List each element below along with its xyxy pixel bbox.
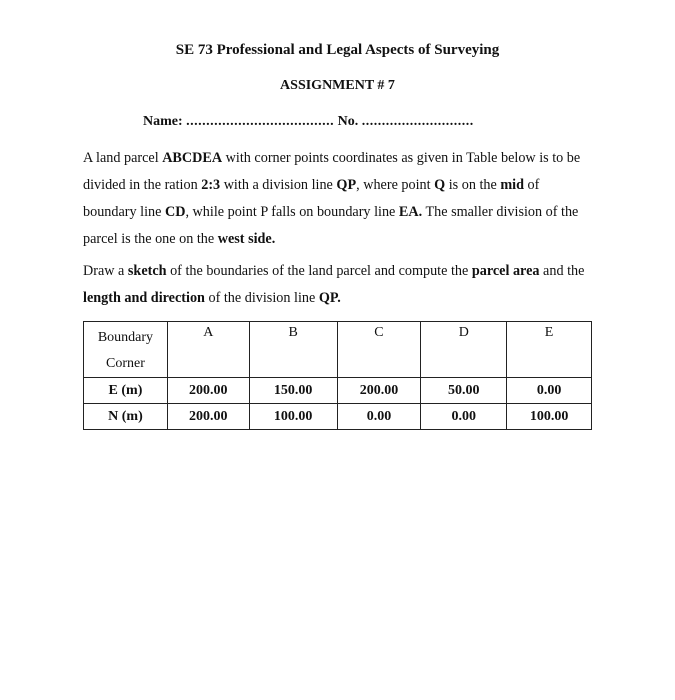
header-corner: Corner: [106, 356, 145, 371]
text-run: with corner points coordinates as given in Table below is to be divided in the ration: [83, 150, 581, 193]
header-cell: A: [167, 322, 249, 378]
name-label: Name:: [143, 114, 183, 129]
line-ea: EA.: [398, 204, 423, 220]
table-cell: 0.00: [337, 404, 421, 430]
table-cell: 100.00: [249, 404, 337, 430]
length-direction-word: length and direction: [83, 290, 205, 306]
assignment-title: ASSIGNMENT # 7: [280, 78, 395, 93]
number-label: No.: [337, 114, 359, 129]
sketch-word: sketch: [127, 263, 167, 279]
header-cell: E: [507, 322, 592, 378]
text-run: Draw a: [83, 263, 128, 279]
text-run: , where point: [356, 177, 435, 193]
west-side: west side.: [217, 231, 276, 247]
coordinates-table: [83, 321, 592, 430]
text-run: , while point P falls on boundary line: [185, 204, 399, 220]
mid-word: mid: [500, 177, 524, 193]
text-run: is on the: [445, 177, 501, 193]
line-cd: CD: [164, 204, 186, 220]
table-row: [84, 404, 592, 430]
qp-word: QP.: [318, 290, 341, 306]
parcel-area-word: parcel area: [471, 263, 540, 279]
header-boundary: Boundary: [97, 330, 154, 345]
text-run: with a division line: [220, 177, 337, 193]
number-blank: ............................: [361, 114, 474, 129]
header-cell: B: [249, 322, 337, 378]
course-title: SE 73 Professional and Legal Aspects of Surveying: [175, 42, 500, 58]
task-statement: [83, 258, 593, 312]
text-run: of the boundaries of the land parcel and compute the: [166, 263, 472, 279]
table-cell: 200.00: [167, 378, 249, 404]
name-blank: .....................................: [186, 114, 335, 129]
point-q: Q: [434, 177, 446, 193]
header-cell: D: [421, 322, 507, 378]
division-line-name: QP: [336, 177, 357, 193]
name-line: [143, 114, 474, 130]
text-run: The smaller division of the parcel is the one on the: [83, 204, 579, 247]
parcel-name: ABCDEA: [162, 150, 223, 166]
table-row: [84, 378, 592, 404]
table-cell: 100.00: [507, 404, 592, 430]
table-cell: 0.00: [421, 404, 507, 430]
header-boundary-corner: [84, 322, 168, 378]
table-cell: 200.00: [167, 404, 249, 430]
ratio: 2:3: [201, 177, 221, 193]
problem-statement: [83, 145, 593, 253]
text-run: of boundary line: [83, 177, 540, 220]
header-cell: C: [337, 322, 421, 378]
table-cell: 50.00: [421, 378, 507, 404]
text-run: of the division line: [204, 290, 319, 306]
text-run: and the: [539, 263, 585, 279]
row-label: E (m): [84, 378, 168, 404]
row-label: N (m): [84, 404, 168, 430]
table-header-row: [84, 322, 592, 378]
table-cell: 0.00: [507, 378, 592, 404]
table-cell: 150.00: [249, 378, 337, 404]
text-run: A land parcel: [83, 150, 163, 166]
table-cell: 200.00: [337, 378, 421, 404]
